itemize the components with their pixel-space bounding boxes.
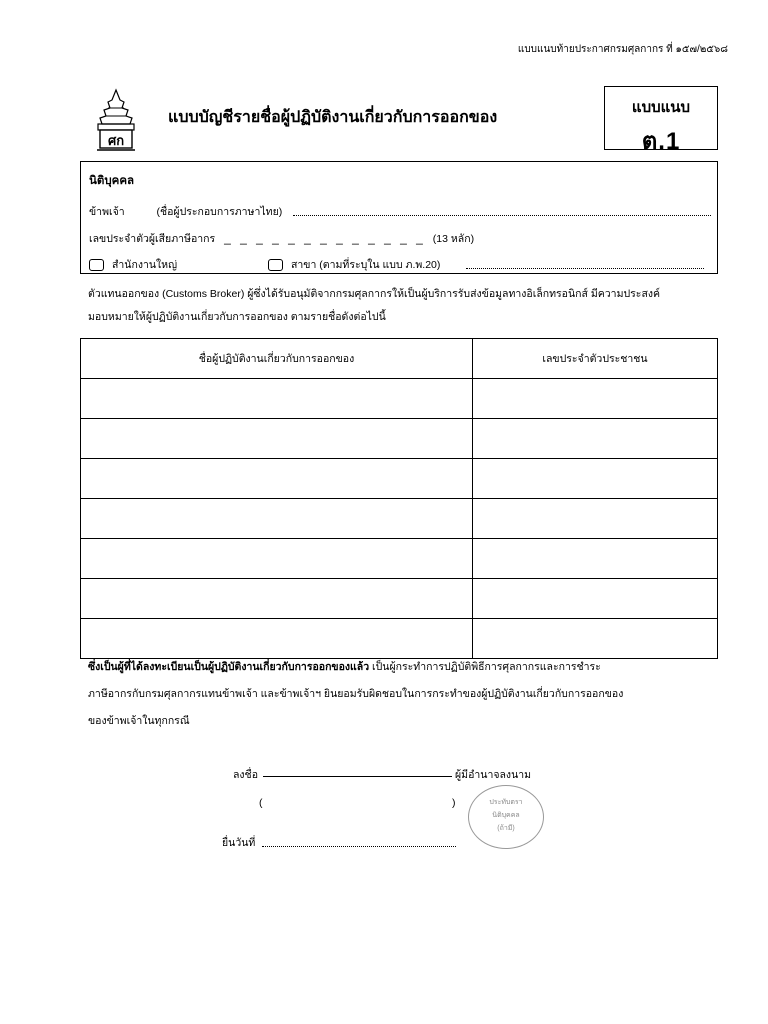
national-id-cell[interactable] <box>473 619 718 659</box>
name-hint: (ชื่อผู้ประกอบการภาษาไทย) <box>156 206 283 218</box>
head-office-label: สำนักงานใหญ่ <box>112 259 178 271</box>
staff-name-cell[interactable] <box>81 499 473 539</box>
declaration-line-1 <box>88 654 724 681</box>
sign-label: ลงชื่อ <box>233 769 258 781</box>
staff-name-cell[interactable] <box>81 579 473 619</box>
declaration-line-3: ของข้าพเจ้าในทุกกรณี <box>88 715 190 727</box>
submit-date-field[interactable] <box>262 836 456 847</box>
staff-name-cell[interactable] <box>81 539 473 579</box>
table-row <box>81 619 718 659</box>
header-staff-name: ชื่อผู้ปฏิบัติงานเกี่ยวกับการออกของ <box>81 339 473 379</box>
branch-label: สาขา (ตามที่ระบุใน แบบ ภ.พ.20) <box>291 259 441 271</box>
declaration-rest: เป็นผู้กระทำการปฏิบัติพิธีการศุลกากรและการชำระ <box>369 661 601 673</box>
table-row <box>81 539 718 579</box>
form-code-box <box>604 86 718 155</box>
staff-name-cell[interactable] <box>81 619 473 659</box>
staff-name-cell[interactable] <box>81 379 473 419</box>
juristic-person-section <box>80 161 718 274</box>
tax-id-row <box>89 230 474 247</box>
company-seal-placeholder <box>468 785 544 849</box>
name-label: ข้าพเจ้า <box>89 206 125 218</box>
intro-line-2: มอบหมายให้ผู้ปฏิบัติงานเกี่ยวกับการออกของ ตามรายชื่อดังต่อไปนี้ <box>88 311 386 323</box>
form-title: แบบบัญชีรายชื่อผู้ปฏิบัติงานเกี่ยวกับการออกของ <box>168 109 498 126</box>
juristic-heading: นิติบุคคล <box>89 175 135 187</box>
table-row <box>81 459 718 499</box>
head-office-checkbox[interactable] <box>89 259 104 271</box>
form-code-label: แบบแนบ <box>631 99 691 116</box>
national-id-cell[interactable] <box>473 459 718 499</box>
national-id-cell[interactable] <box>473 419 718 459</box>
table-row <box>81 379 718 419</box>
seal-line-3: (ถ้ามี) <box>497 825 515 832</box>
printed-name-field[interactable] <box>268 797 448 811</box>
branch-checkbox[interactable] <box>268 259 283 271</box>
tax-id-field[interactable]: _ _ _ _ _ _ _ _ _ _ _ _ _ <box>224 231 426 245</box>
head-office-option[interactable] <box>89 256 177 273</box>
customs-department-emblem-icon <box>94 88 138 152</box>
branch-field[interactable] <box>466 258 704 269</box>
seal-line-2: นิติบุคคล <box>492 812 520 819</box>
emblem-text: ศก <box>107 134 125 149</box>
signature-field[interactable] <box>263 764 452 777</box>
branch-option[interactable] <box>268 256 440 273</box>
header-national-id: เลขประจำตัวประชาชน <box>473 339 718 379</box>
tax-id-hint: (13 หลัก) <box>432 233 475 245</box>
national-id-cell[interactable] <box>473 539 718 579</box>
authorized-signatory-label: ผู้มีอำนาจลงนาม <box>455 769 532 781</box>
declaration-line-2: ภาษีอากรกับกรมศุลกากรแทนข้าพเจ้า และข้าพเจ้าฯ ยินยอมรับผิดชอบในการกระทำของผู้ปฏิบัติงานเกี่ยวกับการออกของ <box>88 688 624 700</box>
national-id-cell[interactable] <box>473 579 718 619</box>
national-id-cell[interactable] <box>473 379 718 419</box>
table-row <box>81 499 718 539</box>
form-reference-note: แบบแนบท้ายประกาศกรมศุลกากร ที่ ๑๕๗/๒๕๖๘ <box>517 44 728 55</box>
seal-line-1: ประทับตรา <box>489 799 523 806</box>
staff-name-cell[interactable] <box>81 419 473 459</box>
tax-id-label: เลขประจำตัวผู้เสียภาษีอากร <box>89 233 216 245</box>
intro-line-1: ตัวแทนออกของ (Customs Broker) ผู้ซึ่งได้รับอนุมัติจากกรมศุลกากรให้เป็นผู้บริการรับส่งข้อมูลทางอิเล็กทรอนิกส์ มีความประสงค์ <box>88 288 660 300</box>
staff-table <box>80 338 718 659</box>
form-code: ต.1 <box>641 128 681 155</box>
name-close-paren: ) <box>452 797 456 809</box>
table-header-row <box>81 339 718 379</box>
company-name-field[interactable] <box>293 205 711 216</box>
intro-paragraph <box>88 283 728 329</box>
staff-name-cell[interactable] <box>81 459 473 499</box>
submit-date-label: ยื่นวันที่ <box>222 837 256 849</box>
name-open-paren: ( <box>259 797 263 809</box>
declaration-paragraph <box>88 654 724 735</box>
table-row <box>81 579 718 619</box>
company-name-row <box>89 203 282 220</box>
declaration-bold: ซึ่งเป็นผู้ที่ได้ลงทะเบียนเป็นผู้ปฏิบัติงานเกี่ยวกับการออกของแล้ว <box>88 661 370 673</box>
national-id-cell[interactable] <box>473 499 718 539</box>
table-row <box>81 419 718 459</box>
